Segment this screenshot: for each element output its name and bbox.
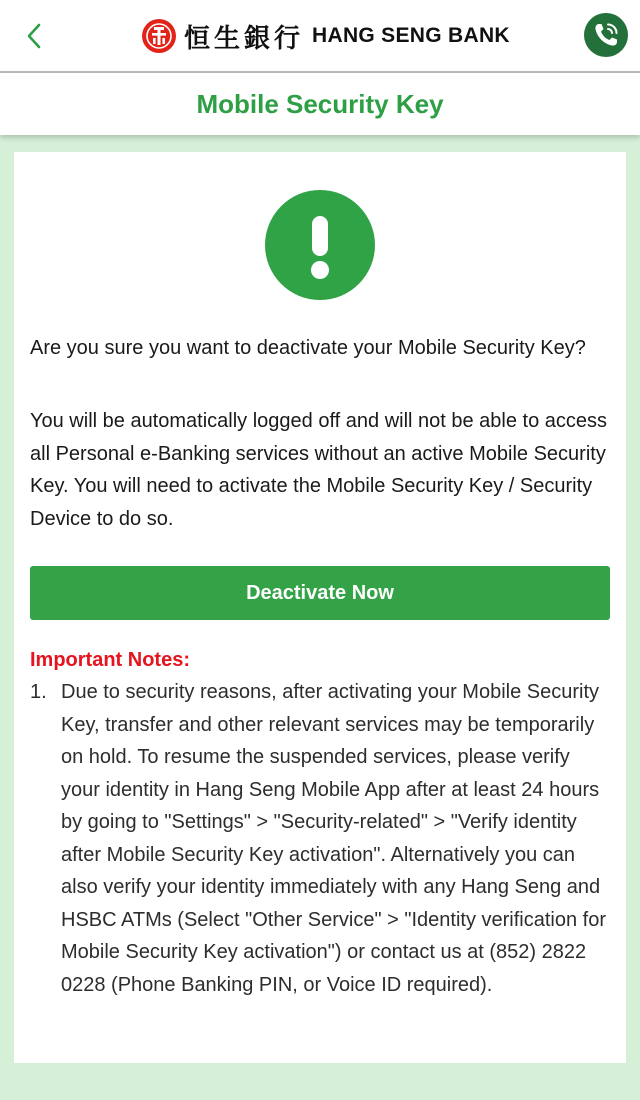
phone-call-icon xyxy=(591,20,621,50)
list-item xyxy=(30,676,612,1001)
hang-seng-emblem-icon xyxy=(142,19,176,53)
confirmation-question: Are you sure you want to deactivate your Mobile Security Key? xyxy=(30,337,586,359)
deactivate-now-button[interactable]: Deactivate Now xyxy=(30,566,610,620)
back-button[interactable] xyxy=(18,16,50,56)
list-item-text: Due to security reasons, after activating your Mobile Security Key, transfer and other relevant services may be temporarily on hold. To resume the suspended services, please verify your identity in Hang Seng Mobile App after at least 24 hours by going to "Settings" > "Security-related" > "Verify identity after Mobile Security Key activation". Alternatively you can also verify your identity immediately with any Hang Seng and HSBC ATMs (Select "Other Service" > "Identity verification for Mobile Security Key activation") or contact us at (852) 2822 0228 (Phone Banking PIN, or Voice ID required). xyxy=(61,681,606,996)
logo-chinese-name: 恒生銀行 xyxy=(184,23,305,54)
exclamation-icon xyxy=(265,190,375,300)
page-title: Mobile Security Key xyxy=(196,89,444,119)
chevron-left-icon xyxy=(26,22,42,50)
deactivate-dialog-card xyxy=(14,152,626,1063)
hang-seng-logo xyxy=(142,16,510,56)
top-navigation-bar xyxy=(0,0,640,73)
important-notes-title: Important Notes: xyxy=(30,649,190,671)
call-button[interactable] xyxy=(584,13,628,57)
list-item-number: 1. xyxy=(30,681,47,703)
page-title-bar xyxy=(0,73,640,135)
confirmation-description: You will be automatically logged off and will not be able to access all Personal e-Banking services without an active Mobile Security Key. You will need to activate the Mobile Security Key / Security Device to do so. xyxy=(30,410,608,530)
logo-english-name: HANG SENG BANK xyxy=(312,24,510,47)
